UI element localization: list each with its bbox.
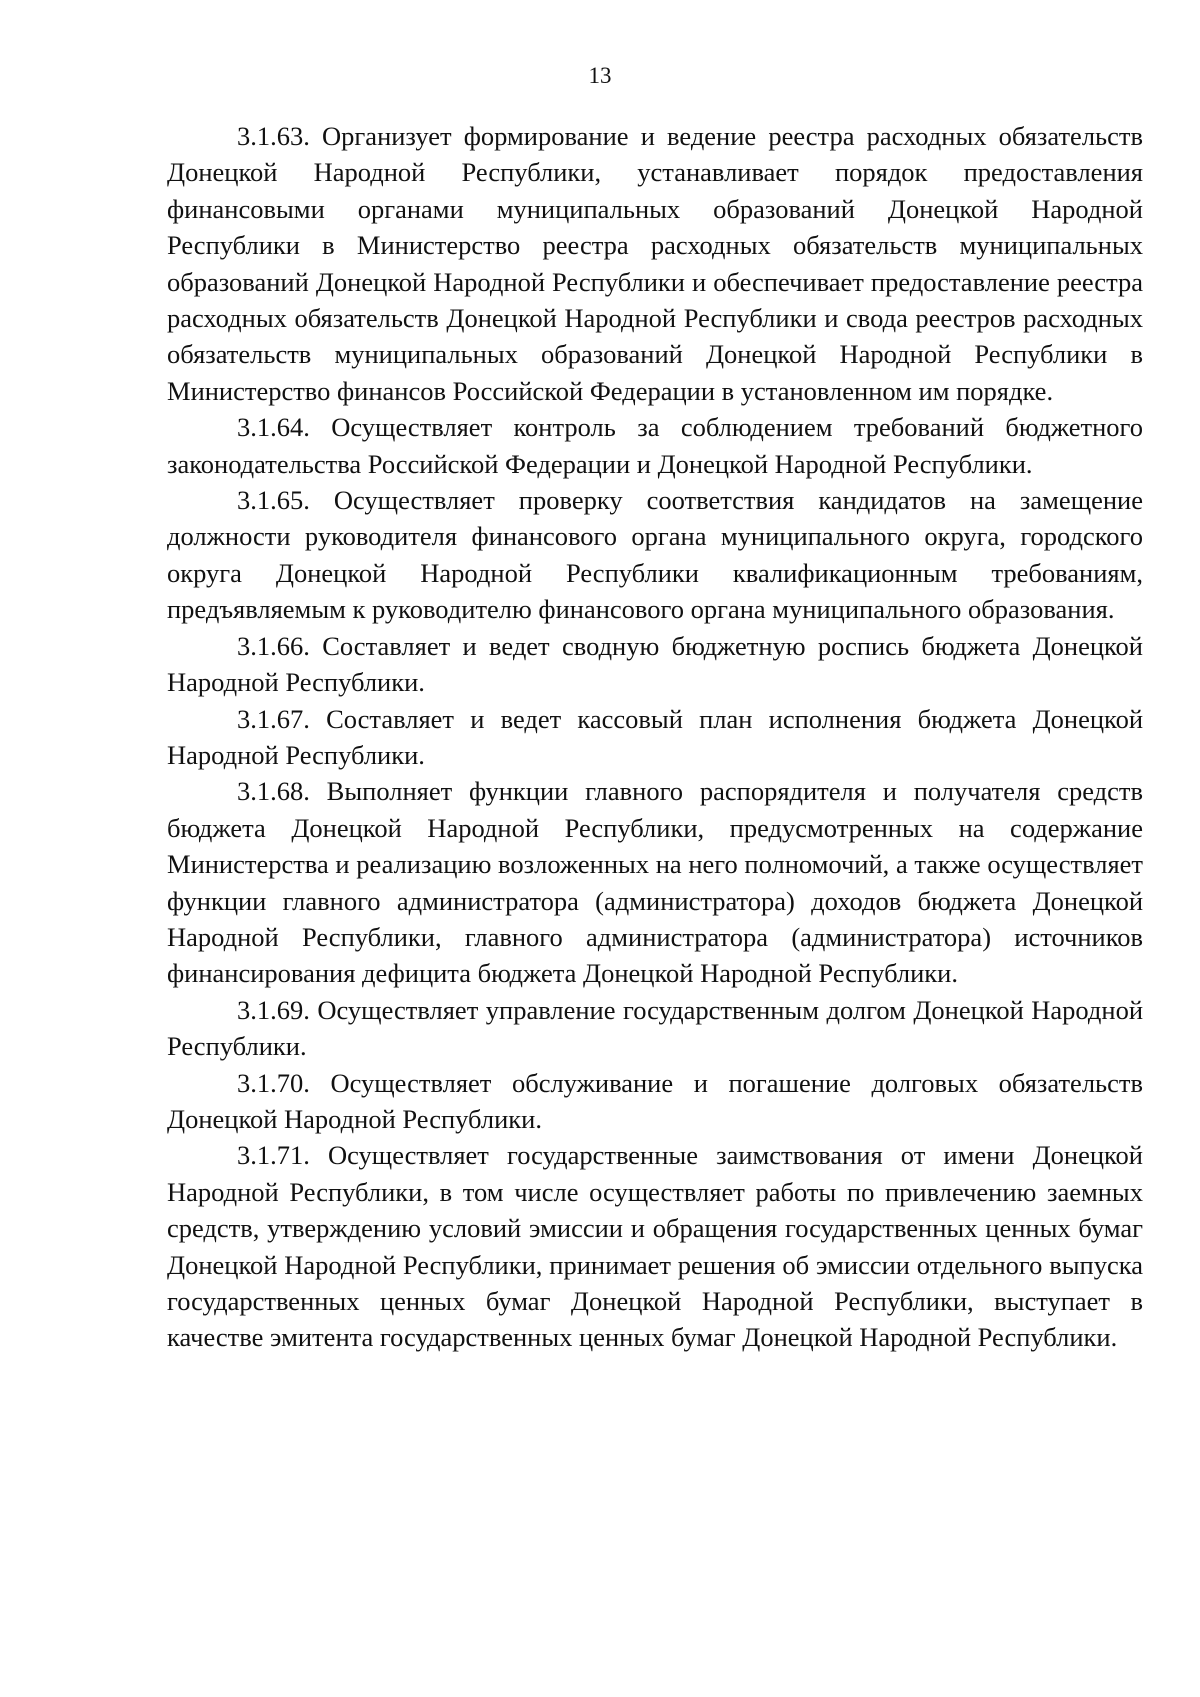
paragraph-3-1-68: 3.1.68. Выполняет функции главного распорядителя и получателя средств бюджета Донецкой Народной Республики, предусмотренных на содержание Министерства и реализацию возложенных на него полномочий, а также осуществляет функции главного администратора (администратора) доходов бюджета Донецкой Народной Республики, главного администратора (администратора) источников финансирования дефицита бюджета Донецкой Народной Республики. — [167, 776, 1143, 989]
paragraph-3-1-70: 3.1.70. Осуществляет обслуживание и погашение долговых обязательств Донецкой Народной Республики. — [167, 1067, 1143, 1134]
paragraph-3-1-65: 3.1.65. Осуществляет проверку соответствия кандидатов на замещение должности руководителя финансового органа муниципального округа, городского округа Донецкой Народной Республики квалификационным требованиям, предъявляемым к руководителю финансового органа муниципального образования. — [167, 485, 1143, 625]
paragraph-3-1-69: 3.1.69. Осуществляет управление государственным долгом Донецкой Народной Республики. — [167, 994, 1143, 1062]
paragraph-3-1-63: 3.1.63. Организует формирование и ведение реестра расходных обязательств Донецкой Народной Республики, устанавливает порядок предоставления финансовыми органами муниципальных образований Донецкой Народной Республики в Министерство реестра расходных обязательств муниципальных образований Донецкой Народной Республики и обеспечивает предоставление реестра расходных обязательств Донецкой Народной Республики и свода реестров расходных обязательств муниципальных образований Донецкой Народной Республики в Министерство финансов Российской Федерации в установленном им порядке. — [167, 121, 1143, 406]
paragraph-3-1-66: 3.1.66. Составляет и ведет сводную бюджетную роспись бюджета Донецкой Народной Республики. — [167, 630, 1143, 698]
page-number: 13 — [588, 63, 612, 88]
paragraph-3-1-67: 3.1.67. Составляет и ведет кассовый план исполнения бюджета Донецкой Народной Республики. — [167, 703, 1143, 770]
paragraph-3-1-64: 3.1.64. Осуществляет контроль за соблюдением требований бюджетного законодательства Российской Федерации и Донецкой Народной Республики. — [167, 412, 1143, 479]
document-body — [167, 118, 1143, 1356]
paragraph-3-1-71: 3.1.71. Осуществляет государственные заимствования от имени Донецкой Народной Республики, в том числе осуществляет работы по привлечению заемных средств, утверждению условий эмиссии и обращения государственных ценных бумаг Донецкой Народной Республики, принимает решения об эмиссии отдельного выпуска государственных ценных бумаг Донецкой Народной Республики, выступает в качестве эмитента государственных ценных бумаг Донецкой Народной Республики. — [167, 1140, 1143, 1353]
